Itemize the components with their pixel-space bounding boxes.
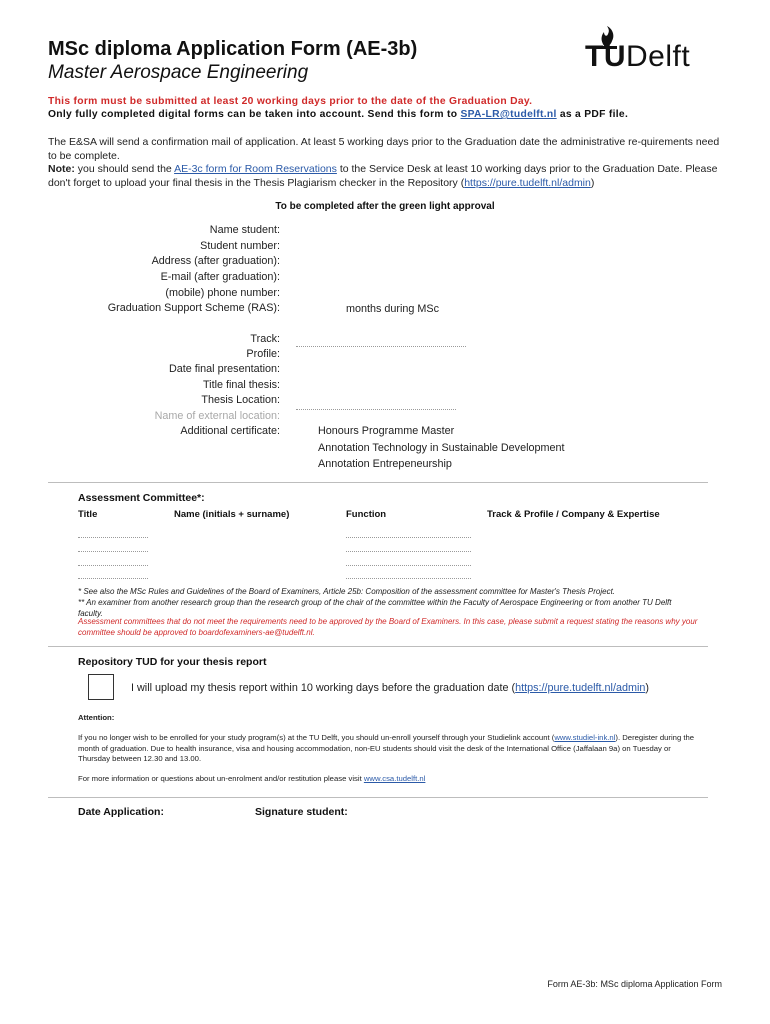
location-dropdown-faint[interactable]	[296, 409, 456, 412]
committee-row-1-title[interactable]	[78, 537, 148, 540]
label-ras: Graduation Support Scheme (RAS):	[107, 302, 280, 314]
form-subtitle: Master Aerospace Engineering	[48, 62, 309, 83]
committee-note-3: Assessment committees that do not meet the requirements need to be approved by the Board of Examiners. In this case, please submit a request stating the reasons why your committee should be approved to boardofexaminers-ae@tudelft.nl.	[78, 617, 698, 637]
repository-link[interactable]: https://pure.tudelft.nl/admin	[464, 176, 591, 189]
upload-checkbox[interactable]	[88, 674, 114, 700]
email-link[interactable]: SPA-LR@tudelft.nl	[460, 109, 557, 120]
label-thesis-location: Thesis Location:	[201, 394, 280, 406]
repository-title: Repository TUD for your thesis report	[78, 656, 267, 668]
label-phone: (mobile) phone number:	[165, 287, 280, 299]
tudelft-logo	[585, 26, 720, 78]
committee-row-1-function[interactable]	[346, 537, 471, 540]
committee-row-2-function[interactable]	[346, 551, 471, 554]
studielink-link[interactable]: www.studiel-ink.nl	[554, 733, 616, 742]
label-date-presentation: Date final presentation:	[168, 363, 280, 375]
divider	[48, 797, 708, 798]
committee-row-4-function[interactable]	[346, 578, 471, 581]
label-profile: Profile:	[246, 348, 280, 360]
more-info-paragraph: For more information or questions about un-enrolment and/or restitution please visit www.csa.tudelft.nl	[78, 774, 426, 783]
label-additional-certificate: Additional certificate:	[180, 425, 280, 437]
signature-label: Signature student:	[255, 806, 348, 818]
label-title-thesis: Title final thesis:	[202, 379, 280, 391]
committee-row-3-title[interactable]	[78, 565, 148, 568]
certificate-honours[interactable]: Honours Programme Master	[318, 425, 455, 437]
committee-row-3-function[interactable]	[346, 565, 471, 568]
date-application-label: Date Application:	[78, 806, 164, 818]
col-track-profile: Track & Profile / Company & Expertise	[487, 509, 660, 520]
note-paragraph: Note: you should send the AE-3c form for Room Reservations to the Service Desk at least 10 working days prior to the Graduation Date. Please don't forget to upload your final thesis in the Thesis Plagiarism checker in the Repository (https://pure.tudelft.nl/admin)	[48, 163, 718, 189]
deadline-warning: This form must be submitted at least 20 working days prior to the date of the Graduation Day.	[48, 96, 533, 107]
csa-link[interactable]: www.csa.tudelft.nl	[363, 774, 426, 783]
logo-tu: TU	[585, 40, 626, 73]
months-during-msc: months during MSc	[346, 303, 440, 315]
certificate-entrepreneurship[interactable]: Annotation Entrepeneurship	[318, 458, 452, 470]
divider	[48, 482, 708, 483]
certificate-sustainable[interactable]: Annotation Technology in Sustainable Development	[318, 442, 565, 454]
label-student-number: Student number:	[200, 240, 280, 252]
col-function: Function	[346, 509, 387, 520]
footer-text: Form AE-3b: MSc diploma Application Form	[547, 979, 722, 989]
committee-note-1: * See also the MSc Rules and Guidelines of the Board of Examiners, Article 25b: Composition of the assessment committee for Master's Thesis Project.	[78, 587, 616, 596]
track-dropdown-faint[interactable]	[296, 346, 466, 349]
label-name-student: Name student:	[209, 224, 280, 236]
logo-delft: Delft	[626, 40, 691, 73]
send-instructions: Only fully completed digital forms can be taken into account. Send this form to SPA-LR@tudelft.nl as a PDF file.	[48, 109, 629, 120]
col-name: Name (initials + surname)	[174, 509, 290, 520]
label-email: E-mail (after graduation):	[160, 271, 280, 283]
committee-note-2: ** An examiner from another research group than the research group of the chair of the committee within the Faculty of Aerospace Engineering or from another TU Delft faculty.	[78, 598, 672, 618]
label-address: Address (after graduation):	[151, 255, 280, 267]
attention-paragraph: If you no longer wish to be enrolled for your study program(s) at the TU Delft, you should un-enroll yourself through your Studielink account (www.studiel-ink.nl). Deregister during the month of graduation. Due to health insurance, visa and housing accommodation, non-EU students should visit the desk of the International Office (Jaffalaan 9a) on Tuesday or Thursday between 12.30 and 13.00.	[78, 733, 695, 763]
section-heading: To be completed after the green light approval	[275, 201, 495, 212]
upload-checkbox-label: I will upload my thesis report within 10 working days before the graduation date (https://pure.tudelft.nl/admin)	[131, 682, 649, 694]
col-title: Title	[78, 509, 98, 520]
repository-link-2[interactable]: https://pure.tudelft.nl/admin	[515, 682, 646, 694]
committee-title: Assessment Committee*:	[78, 492, 205, 504]
committee-row-2-title[interactable]	[78, 551, 148, 554]
label-external-location: Name of external location:	[154, 410, 280, 422]
label-track: Track:	[250, 333, 280, 345]
attention-label: Attention:	[78, 713, 115, 722]
room-reservation-link[interactable]: AE-3c form for Room Reservations	[174, 163, 337, 175]
committee-row-4-title[interactable]	[78, 578, 148, 581]
confirmation-paragraph: The E&SA will send a confirmation mail of application. At least 5 working days prior to the Graduation date the administrative re-quirements need to be complete.	[48, 136, 720, 162]
divider	[48, 646, 708, 647]
form-title: MSc diploma Application Form (AE-3b)	[48, 38, 418, 60]
